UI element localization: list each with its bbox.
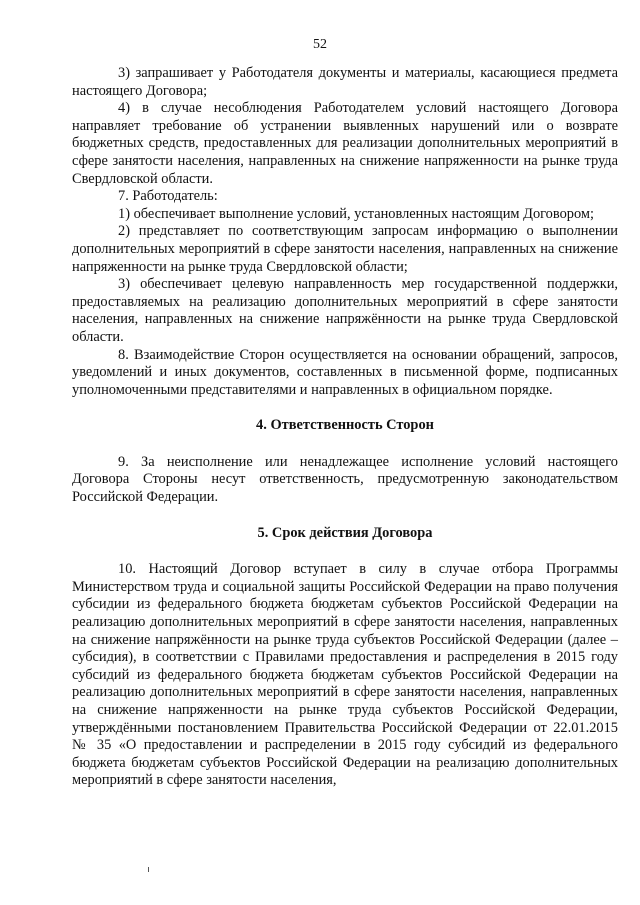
- paragraph: 8. Взаимодействие Сторон осуществляется на основании обращений, запросов, уведомлений и иных документов, составленных в письменной форме, подписанных уполномоченными представителями и направленных в официальном порядке.: [72, 346, 618, 398]
- paragraph: 2) представляет по соответствующим запросам информацию о выполнении дополнительных мероприятий в сфере занятости населения, направленных на снижение напряженности на рынке труда Свердловской области;: [72, 223, 618, 275]
- paragraph: 7. Работодатель:: [118, 188, 218, 205]
- paragraph: 10. Настоящий Договор вступает в силу в случае отбора Программы Министерством труда и социальной защиты Российской Федерации на право получения субсидии из федерального бюджета бюджетам субъектов Российской Федерации на реализацию дополнительных мероприятий в сфере занятости населения, направленных на снижение напряжённости на рынке труда субъектов Российской Федерации (далее – субсидия), в соответствии с Правилами предоставления и распределения в 2015 году субсидий из федерального бюджета бюджетам субъектов Российской Федерации на реализацию дополнительных мероприятий в сфере занятости населения, направленных на снижение напряженности на рынке труда субъектов Российской Федерации, утверждёнными постановлением Правительства Российской Федерации от 22.01.2015 № 35 «О предоставлении и распределении в 2015 году субсидий из федерального бюджета бюджетам субъектов Российской Федерации на реализацию дополнительных мероприятий в сфере занятости населения,: [72, 561, 618, 789]
- paragraph: 1) обеспечивает выполнение условий, установленных настоящим Договором;: [118, 205, 594, 222]
- paragraph: 4) в случае несоблюдения Работодателем условий настоящего Договора направляет требование об устранении выявленных нарушений или о возврате бюджетных средств, предоставленных для реализации дополнительных мероприятий в сфере занятости населения, направленных на снижение напряженности на рынке труда Свердловской области.: [72, 100, 618, 187]
- paragraph: 9. За неисполнение или ненадлежащее исполнение условий настоящего Договора Стороны несут ответственность, предусмотренную законодательством Российской Федерации.: [72, 453, 618, 506]
- paragraph: 3) запрашивает у Работодателя документы и материалы, касающиеся предмета настоящего Договора;: [72, 65, 618, 99]
- scan-mark: [148, 867, 149, 872]
- document-body: [72, 65, 618, 790]
- paragraph: 3) обеспечивает целевую направленность мер государственной поддержки, предоставляемых на реализацию дополнительных мероприятий в сфере занятости населения, направленных на снижение напряжённости на рынке труда Свердловской области.: [72, 276, 618, 345]
- section-heading-responsibility: 4. Ответственность Сторон: [256, 417, 434, 434]
- section-heading-term: 5. Срок действия Договора: [257, 524, 433, 541]
- page-number: 52: [313, 37, 327, 52]
